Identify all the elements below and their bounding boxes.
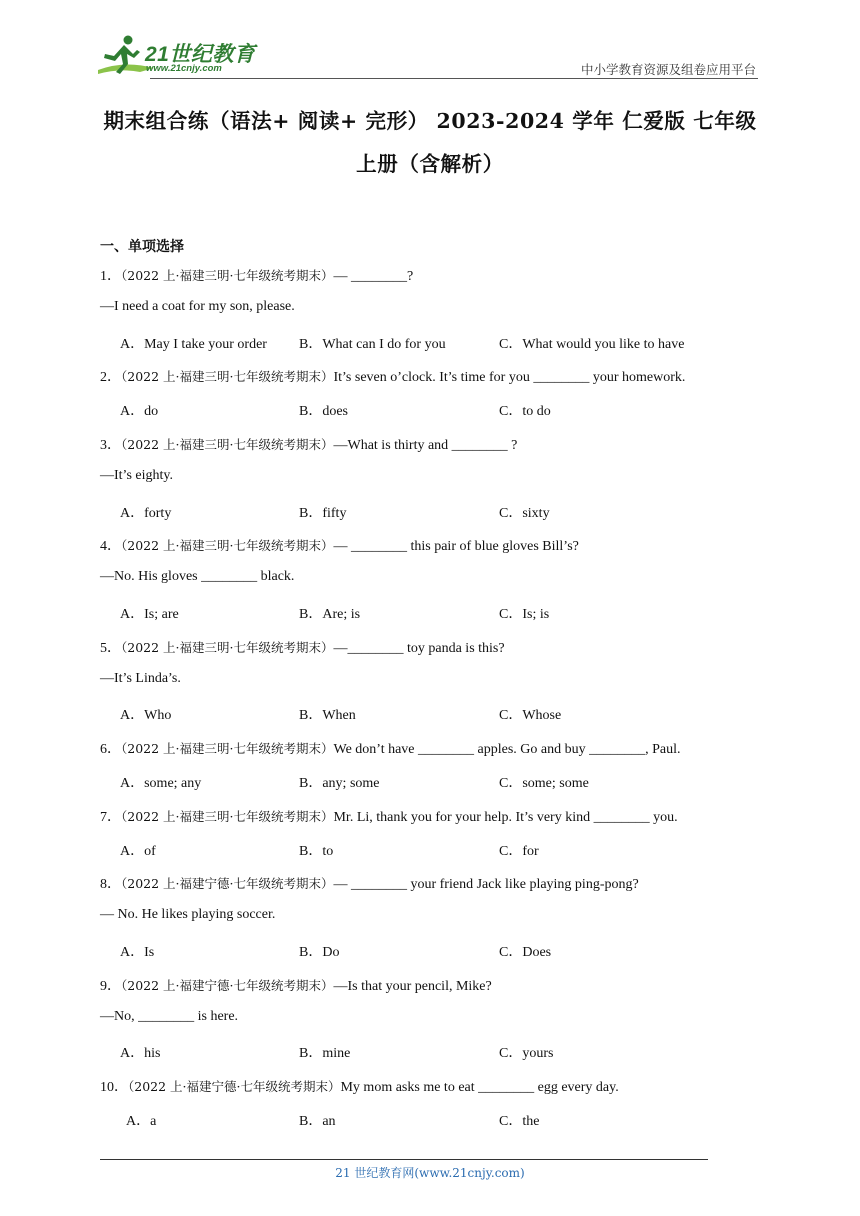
section-title: 一、单项选择 — [100, 239, 184, 255]
answer-option[interactable]: A．a — [126, 1114, 157, 1129]
answer-option[interactable]: A．do — [120, 404, 159, 420]
question-text: My mom asks me to eat ________ egg every day. — [340, 1080, 619, 1096]
header-divider — [150, 78, 758, 79]
answer-option[interactable]: A．Who — [120, 708, 172, 724]
question-text: — ________? — [333, 269, 414, 284]
footer-link[interactable]: 21 世纪教育网(www.21cnjy.com) — [335, 1166, 525, 1180]
answer-option[interactable]: C．Is; is — [499, 607, 550, 622]
page-title: 期末组合练（语法+ 阅读+ 完形） 2023-2024 学年 仁爱版 七年级上册（含解析） — [103, 109, 757, 176]
question-reply: — No. He likes playing soccer. — [100, 907, 276, 923]
question-reply: —It’s Linda’s. — [100, 670, 181, 686]
question-number: 2． — [100, 370, 121, 386]
logo-url: www.21cnjy.com — [146, 63, 222, 74]
answer-option[interactable]: B．Do — [299, 945, 340, 960]
page-header — [0, 0, 860, 80]
answer-option[interactable]: B．mine — [299, 1046, 351, 1062]
question-number: 8． — [100, 877, 121, 893]
answer-option[interactable]: A．Is; are — [120, 607, 179, 622]
question-source: （2022 上·福建三明·七年级统考期末） — [121, 639, 334, 655]
question-reply: —It’s eighty. — [100, 467, 173, 483]
platform-label: 中小学教育资源及组卷应用平台 — [580, 62, 756, 77]
question-source: （2022 上·福建宁德·七年级统考期末） — [121, 977, 334, 993]
question-stem — [100, 637, 505, 657]
question-number: 5． — [100, 640, 121, 656]
answer-option[interactable]: A．some; any — [120, 776, 202, 791]
question-stem — [100, 738, 681, 758]
question-number: 6． — [100, 742, 121, 758]
answer-option[interactable]: A．of — [120, 843, 156, 859]
question-number: 1． — [100, 269, 121, 284]
question-source: （2022 上·福建三明·七年级统考期末） — [121, 741, 334, 757]
answer-option[interactable]: B．Are; is — [299, 607, 361, 622]
answer-option[interactable]: B．an — [299, 1114, 336, 1129]
answer-option[interactable]: B．What can I do for you — [299, 336, 446, 352]
question-source: （2022 上·福建三明·七年级统考期末） — [121, 369, 334, 385]
question-source: （2022 上·福建宁德·七年级统考期末） — [128, 1079, 341, 1095]
question-text: We don’t have ________ apples. Go and buy ________, Paul. — [333, 742, 681, 758]
answer-option[interactable]: A．his — [120, 1046, 161, 1062]
question-reply: —No. His gloves ________ black. — [100, 569, 295, 585]
question-stem — [100, 1076, 619, 1096]
question-number: 3． — [100, 438, 121, 453]
answer-option[interactable]: B．When — [299, 708, 356, 724]
answer-option[interactable]: C．yours — [499, 1046, 554, 1062]
question-number: 4． — [100, 539, 121, 555]
question-text: — ________ this pair of blue gloves Bill’s? — [333, 539, 579, 555]
answer-option[interactable]: C．Does — [499, 945, 552, 960]
question-stem — [100, 535, 579, 555]
question-source: （2022 上·福建三明·七年级统考期末） — [121, 538, 334, 554]
answer-option[interactable]: C．for — [499, 843, 539, 859]
question-stem — [100, 975, 492, 995]
answer-option[interactable]: B．does — [299, 404, 348, 420]
question-source: （2022 上·福建三明·七年级统考期末） — [121, 437, 334, 452]
answer-option[interactable]: C．sixty — [499, 505, 550, 521]
question-number: 7． — [100, 809, 121, 825]
answer-option[interactable]: B．any; some — [299, 776, 380, 791]
question-stem — [100, 806, 678, 826]
question-text: —________ toy panda is this? — [333, 640, 505, 656]
question-source: （2022 上·福建三明·七年级统考期末） — [121, 268, 334, 283]
question-reply: —No, ________ is here. — [100, 1008, 239, 1024]
question-stem — [100, 366, 685, 386]
question-number: 10． — [100, 1080, 128, 1096]
question-text: It’s seven o’clock. It’s time for you ________ your homework. — [333, 370, 686, 386]
answer-option[interactable]: A．Is — [120, 945, 155, 960]
answer-option[interactable]: B．to — [299, 843, 334, 859]
question-text: Mr. Li, thank you for your help. It’s very kind ________ you. — [333, 809, 678, 825]
question-text: — ________ your friend Jack like playing ping-pong? — [333, 877, 639, 893]
question-source: （2022 上·福建宁德·七年级统考期末） — [121, 876, 334, 892]
question-stem — [100, 265, 413, 285]
question-text: —Is that your pencil, Mike? — [333, 978, 492, 994]
answer-option[interactable]: C．to do — [499, 404, 551, 420]
answer-option[interactable]: C．Whose — [499, 708, 562, 724]
answer-option[interactable]: C．the — [499, 1114, 540, 1129]
logo-text: 21世纪教育 — [145, 43, 256, 66]
footer-divider — [100, 1159, 708, 1160]
answer-option[interactable]: C．What would you like to have — [499, 336, 685, 352]
answer-option[interactable]: A．forty — [120, 505, 172, 521]
question-source: （2022 上·福建三明·七年级统考期末） — [121, 808, 334, 824]
question-text: —What is thirty and ________ ? — [333, 438, 518, 453]
question-reply: —I need a coat for my son, please. — [100, 298, 295, 314]
answer-option[interactable]: C．some; some — [499, 776, 589, 791]
question-stem — [100, 873, 639, 893]
answer-option[interactable]: B．fifty — [299, 505, 347, 521]
question-stem — [100, 434, 517, 454]
question-number: 9． — [100, 978, 121, 994]
answer-option[interactable]: A．May I take your order — [120, 336, 267, 352]
